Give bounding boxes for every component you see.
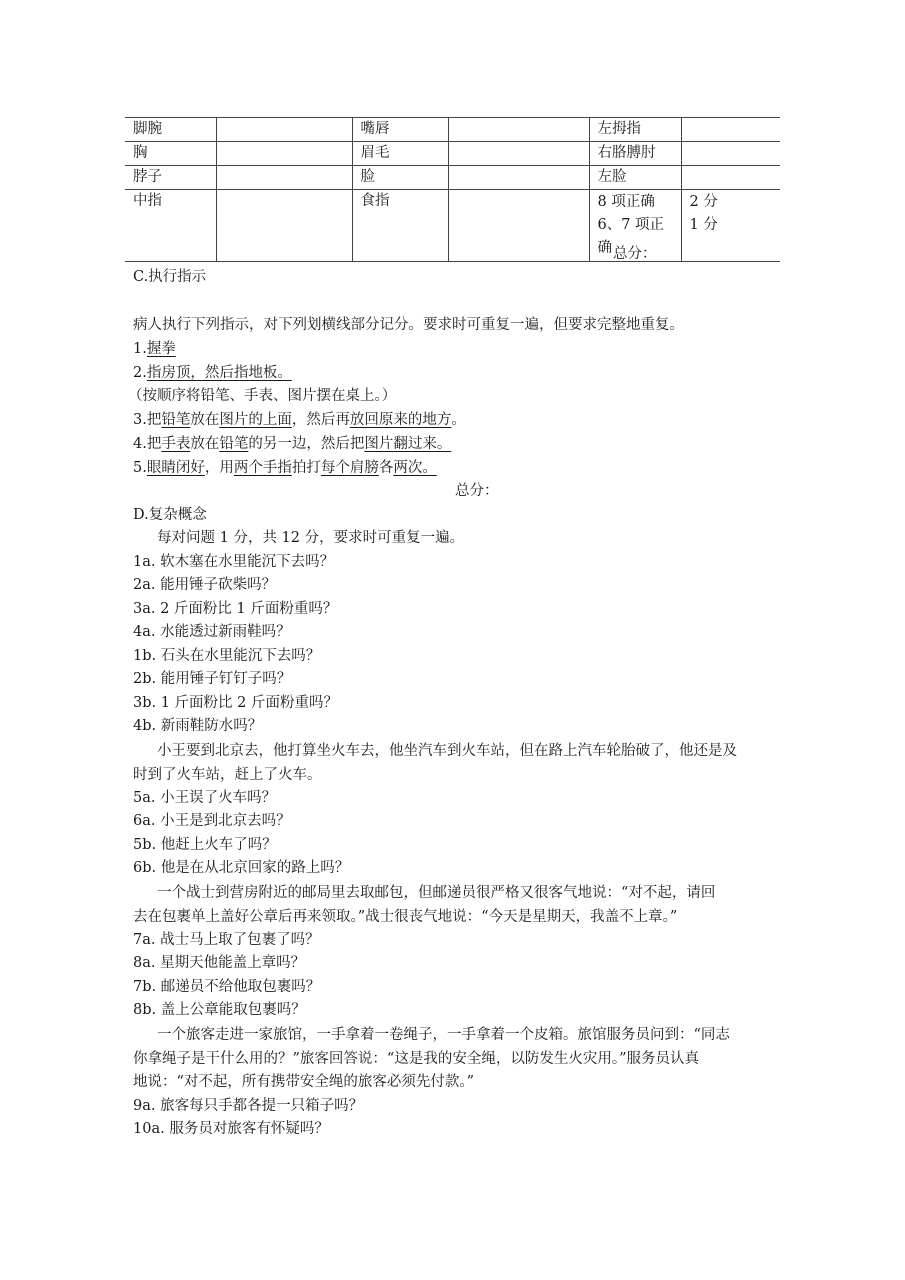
story-1-line-2: 时到了火车站，赶上了火车。 bbox=[133, 767, 322, 783]
story-2-line-2: 去在包裹单上盖好公章后再来领取。”战士很丧气地说：“今天是星期天，我盖不上章。” bbox=[133, 909, 678, 925]
scored-phrase: 地板。 bbox=[248, 365, 292, 381]
instruction-1 bbox=[133, 338, 176, 360]
phrase: 拍打 bbox=[291, 460, 321, 476]
body-parts-score-table bbox=[125, 117, 780, 262]
phrase: 把 bbox=[146, 436, 162, 452]
score-value: 1 分 bbox=[689, 217, 718, 233]
table-row bbox=[125, 142, 780, 166]
question: 2b. 能用锤子钉钉子吗？ bbox=[133, 671, 292, 687]
table-row bbox=[125, 118, 780, 142]
table-cell: 嘴唇 bbox=[352, 118, 448, 142]
instruction-4 bbox=[133, 433, 451, 455]
phrase: ，然后再 bbox=[291, 412, 350, 428]
table-cell bbox=[681, 118, 780, 142]
question: 8b. 盖上公章能取包裹吗？ bbox=[133, 1002, 306, 1018]
question: 9a. 旅客每只手都各提一只箱子吗？ bbox=[133, 1098, 364, 1114]
question: 1b. 石头在水里能沉下去吗？ bbox=[133, 648, 321, 664]
instruction-3 bbox=[133, 409, 466, 431]
setup-note: （按顺序将铅笔、手表、图片摆在桌上。） bbox=[128, 388, 397, 404]
section-c-intro: 病人执行下列指示，对下列划横线部分记分。要求时可重复一遍，但要求完整地重复。 bbox=[133, 317, 684, 333]
table-cell: 左拇指 bbox=[589, 118, 681, 142]
question: 10a. 服务员对旅客有怀疑吗？ bbox=[133, 1121, 329, 1137]
table-cell bbox=[681, 142, 780, 166]
scored-phrase: 铅笔 bbox=[219, 436, 249, 452]
phrase: 。 bbox=[451, 412, 466, 428]
item-number: 3. bbox=[133, 412, 147, 428]
table-cell bbox=[448, 190, 589, 262]
instruction-2-underlined bbox=[147, 365, 292, 381]
table-cell: 右胳膊肘 bbox=[589, 142, 681, 166]
instruction-5 bbox=[133, 457, 437, 479]
score-value: 2 分 bbox=[689, 194, 718, 210]
table-cell bbox=[448, 142, 589, 166]
phrase: ，用 bbox=[204, 460, 234, 476]
section-d-intro: 每对问题 1 分，共 12 分，要求时可重复一遍。 bbox=[157, 530, 465, 546]
table-cell bbox=[216, 190, 352, 262]
question: 7a. 战士马上取了包裹了吗？ bbox=[133, 932, 320, 948]
criteria-line: 8 项正确 bbox=[597, 194, 655, 210]
table-cell: 脚腕 bbox=[125, 118, 216, 142]
question: 8a. 星期天他能盖上章吗？ bbox=[133, 955, 306, 971]
phrase: ，然后指 bbox=[190, 365, 249, 381]
phrase: 放在 bbox=[190, 412, 220, 428]
item-number: 2. bbox=[133, 365, 147, 381]
table-cell: 中指 bbox=[125, 190, 216, 262]
table-cell: 胸 bbox=[125, 142, 216, 166]
table-cell: 眉毛 bbox=[352, 142, 448, 166]
table-cell: 食指 bbox=[352, 190, 448, 262]
section-c-heading: C.执行指示 bbox=[133, 269, 207, 285]
question: 6b. 他是在从北京回家的路上吗？ bbox=[133, 860, 350, 876]
criteria-line: 6、7 项正确 bbox=[597, 217, 665, 256]
section-c-total-label: 总分： bbox=[455, 483, 499, 499]
table-row bbox=[125, 190, 780, 262]
scored-phrase: 握拳 bbox=[146, 341, 176, 357]
phrase: 把 bbox=[146, 412, 162, 428]
score-values-cell bbox=[681, 190, 780, 262]
phrase: 放在 bbox=[190, 436, 220, 452]
question: 2a. 能用锤子砍柴吗？ bbox=[133, 577, 277, 593]
scored-phrase: 指房顶 bbox=[146, 365, 191, 381]
scored-phrase: 两个手指 bbox=[233, 460, 292, 476]
question: 5b. 他赶上火车了吗？ bbox=[133, 837, 277, 853]
table-cell: 左脸 bbox=[589, 166, 681, 190]
scored-phrase: 眼睛闭好 bbox=[146, 460, 205, 476]
table-cell: 脸 bbox=[352, 166, 448, 190]
phrase: 的另一边，然后把 bbox=[248, 436, 365, 452]
phrase: 各 bbox=[378, 460, 394, 476]
question: 7b. 邮递员不给他取包裹吗？ bbox=[133, 979, 321, 995]
table-cell bbox=[216, 142, 352, 166]
instruction-2 bbox=[133, 362, 292, 384]
item-number: 5. bbox=[133, 460, 147, 476]
scored-phrase: 图片的上面 bbox=[219, 412, 292, 428]
question: 5a. 小王误了火车吗？ bbox=[133, 790, 277, 806]
question: 6a. 小王是到北京去吗？ bbox=[133, 813, 291, 829]
story-2-line-1: 一个战士到营房附近的邮局里去取邮包，但邮递员很严格又很客气地说：“对不起，请回 bbox=[157, 885, 716, 901]
question: 3b. 1 斤面粉比 2 斤面粉重吗？ bbox=[133, 695, 339, 711]
scored-phrase: 每个肩膀 bbox=[320, 460, 379, 476]
item-number: 1. bbox=[133, 341, 147, 357]
scored-phrase: 手表 bbox=[161, 436, 191, 452]
table-cell bbox=[681, 166, 780, 190]
question: 4b. 新雨鞋防水吗？ bbox=[133, 718, 263, 734]
story-3-line-1: 一个旅客走进一家旅馆，一手拿着一卷绳子，一手拿着一个皮箱。旅馆服务员问到：“同志 bbox=[157, 1027, 730, 1043]
item-number: 4. bbox=[133, 436, 147, 452]
table-cell bbox=[448, 166, 589, 190]
table-cell: 脖子 bbox=[125, 166, 216, 190]
scored-phrase: 图片翻过来。 bbox=[364, 436, 452, 452]
question: 4a. 水能透过新雨鞋吗？ bbox=[133, 624, 291, 640]
section-d-heading: D.复杂概念 bbox=[133, 507, 207, 523]
scored-phrase: 两次。 bbox=[393, 460, 437, 476]
scored-phrase: 铅笔 bbox=[161, 412, 191, 428]
table-cell bbox=[216, 118, 352, 142]
story-3-line-3: 地说：“对不起，所有携带安全绳的旅客必须先付款。” bbox=[133, 1074, 475, 1090]
table-cell bbox=[448, 118, 589, 142]
story-3-line-2: 你拿绳子是干什么用的？”旅客回答说：“这是我的安全绳，以防发生火灾用。”服务员认真 bbox=[133, 1051, 699, 1067]
scored-phrase: 放回原来的地方 bbox=[349, 412, 452, 428]
question: 1a. 软木塞在水里能沉下去吗？ bbox=[133, 554, 335, 570]
table-cell bbox=[216, 166, 352, 190]
total-score-label: 总分： bbox=[613, 246, 657, 262]
story-1-line-1: 小王要到北京去，他打算坐火车去，他坐汽车到火车站，但在路上汽车轮胎破了，他还是及 bbox=[157, 743, 737, 759]
question: 3a. 2 斤面粉比 1 斤面粉重吗？ bbox=[133, 601, 338, 617]
table-row bbox=[125, 166, 780, 190]
